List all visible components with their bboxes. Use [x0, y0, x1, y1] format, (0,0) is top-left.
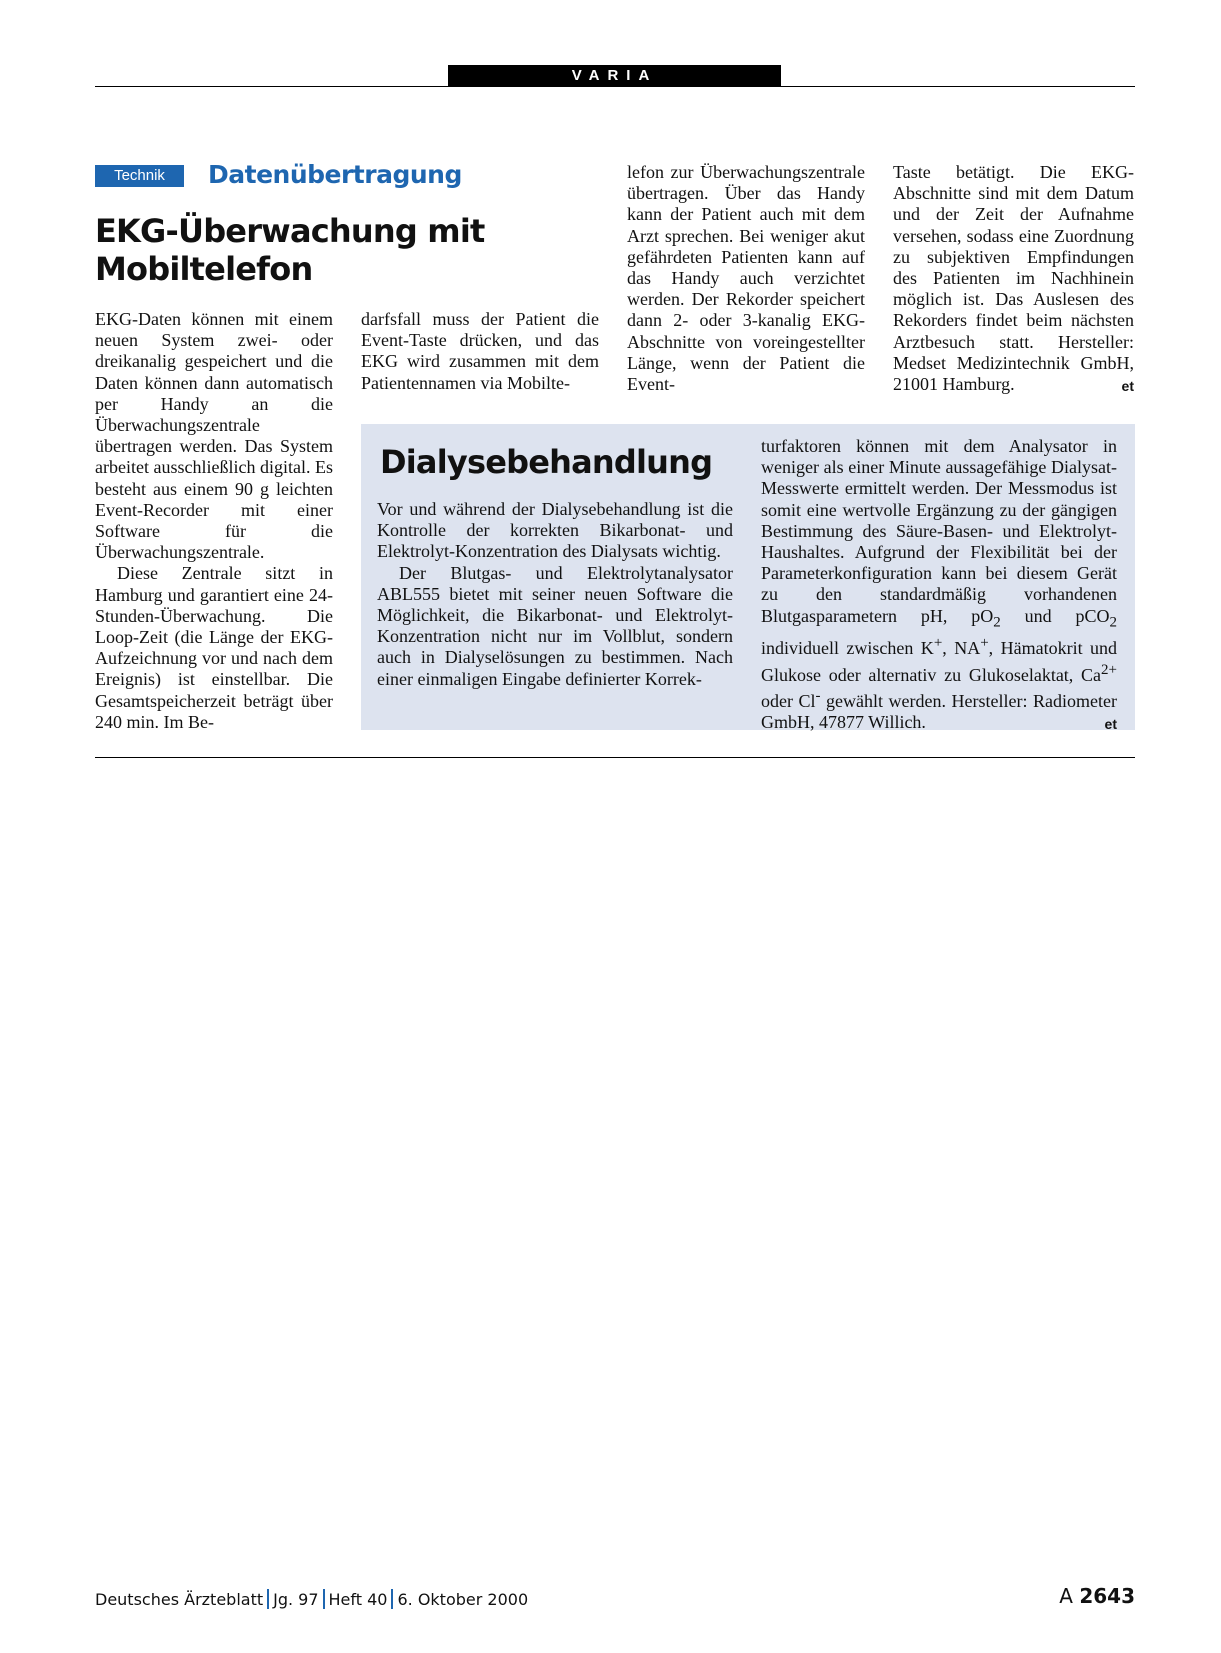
paragraph: lefon zur Überwachungszentrale übertragen. Über das Handy kann der Patient auch mit dem Arzt sprechen. Bei weniger akut gefährdeten Patienten kann auf das Handy auch verzichtet werden. Der Rekorder speichert dann 2- oder 3-kanalig EKG-Abschnitte von voreingestellter Länge, wenn der Patient die Event-	[627, 162, 865, 395]
paragraph: Vor und während der Dialysebehandlung ist die Kontrolle der korrekten Bikarbonat- und Elektrolyt-Konzentration des Dialysats wichtig.	[377, 499, 733, 562]
section-label: VARIA	[448, 65, 781, 86]
paragraph: EKG-Daten können mit einem neuen System zwei- oder dreikanalig gespeichert und die Daten können dann automatisch per Handy an die Überwachungszentrale übertragen werden. Das System arbeitet ausschließlich digital. Es besteht aus einem 90 g leichten Event-Recorder mit einer Software für die Überwachungszentrale.	[95, 309, 333, 563]
rubric-badge: Technik	[95, 165, 184, 187]
paragraph: Diese Zentrale sitzt in Hamburg und garantiert eine 24-Stunden-Überwachung. Die Loop-Zeit (die Länge der EKG-Aufzeichnung vor und nach dem Ereignis) ist einstellbar. Die Gesamtspeicherzeit beträgt über 240 min. Im Be-	[95, 563, 333, 732]
article1-column-4	[893, 162, 1134, 397]
subscript: 2	[1109, 614, 1117, 631]
paragraph: Der Blutgas- und Elektrolytanalysator ABL555 bietet mit seiner neuen Software die Möglichkeit, die Bikarbonat- und Elektrolyt-Konzentration nicht nur im Vollblut, sondern auch in Dialyselösungen zu bestimmen. Nach einer einmaligen Eingabe definierter Korrek-	[377, 562, 733, 689]
footer-divider	[323, 1589, 325, 1609]
footer-divider	[391, 1589, 393, 1609]
paragraph	[761, 436, 1117, 733]
page-number	[1059, 1584, 1135, 1608]
text-run: , Hämatokrit und Glukose oder alternativ zu Glukoselaktat, Ca	[761, 638, 1117, 685]
text-run: turfaktoren können mit dem Analysator in weniger als einer Minute aussagefähige Dialysat-Messwerte ermittelt werden. Der Messmodus ist somit eine wertvolle Ergänzung zu der gängigen Bestimmung des Säure-Basen- und Elektrolyt-Haushaltes. Aufgrund der Flexibilität bei der Parameterkonfiguration kann bei diesem Gerät zu den standardmäßig vorhandenen Blutgasparametern pH, pO	[761, 436, 1117, 626]
footer-divider	[267, 1589, 269, 1609]
author-signature: et	[1104, 716, 1117, 733]
paragraph-text: Taste betätigt. Die EKG-Abschnitte sind mit dem Datum und der Zeit der Aufnahme versehen, sodass eine Zuordnung zu subjektiven Empfindungen des Patienten im Nachhinein möglich ist. Das Auslesen des Rekorders findet beim nächsten Arztbesuch statt. Hersteller: Medset Medizintechnik GmbH, 21001 Hamburg.	[893, 162, 1134, 395]
page-number-value: 2643	[1079, 1584, 1135, 1608]
article1-column-1	[95, 309, 333, 733]
text-run: gewählt werden. Hersteller: Radiometer GmbH, 47877 Willich.	[761, 690, 1117, 733]
volume: Jg. 97	[273, 1590, 319, 1609]
paragraph	[893, 162, 1134, 395]
text-run: individuell zwischen K	[761, 638, 934, 659]
superscript: -	[815, 687, 821, 704]
headline-line-2: Mobiltelefon	[95, 250, 313, 288]
issue: Heft 40	[328, 1590, 388, 1609]
article1-column-2	[361, 309, 599, 394]
author-signature: et	[1121, 378, 1134, 395]
issue-date: 6. Oktober 2000	[397, 1590, 529, 1609]
headline-line-1: EKG-Überwachung mit	[95, 212, 485, 250]
text-run: , NA	[942, 638, 981, 659]
superscript: +	[980, 635, 989, 652]
superscript: 2+	[1101, 661, 1117, 678]
header-rule	[95, 86, 1135, 87]
footer-citation	[95, 1589, 528, 1609]
superscript: +	[933, 635, 943, 652]
article-kicker: Datenübertragung	[208, 160, 462, 189]
paragraph: darfsfall muss der Patient die Event-Taste drücken, und das EKG wird zusammen mit dem Patientennamen via Mobilte-	[361, 309, 599, 393]
journal-name: Deutsches Ärzteblatt	[95, 1590, 264, 1609]
box-column-left	[377, 499, 733, 690]
page-prefix: A	[1059, 1584, 1073, 1608]
article-headline	[95, 212, 515, 288]
box-title: Dialysebehandlung	[380, 443, 713, 481]
box-column-right	[761, 436, 1117, 735]
subscript: 2	[993, 614, 1001, 631]
text-run: und pCO	[1000, 605, 1110, 626]
article1-column-3	[627, 162, 865, 395]
section-end-rule	[95, 757, 1135, 758]
text-run: oder Cl	[761, 690, 816, 711]
